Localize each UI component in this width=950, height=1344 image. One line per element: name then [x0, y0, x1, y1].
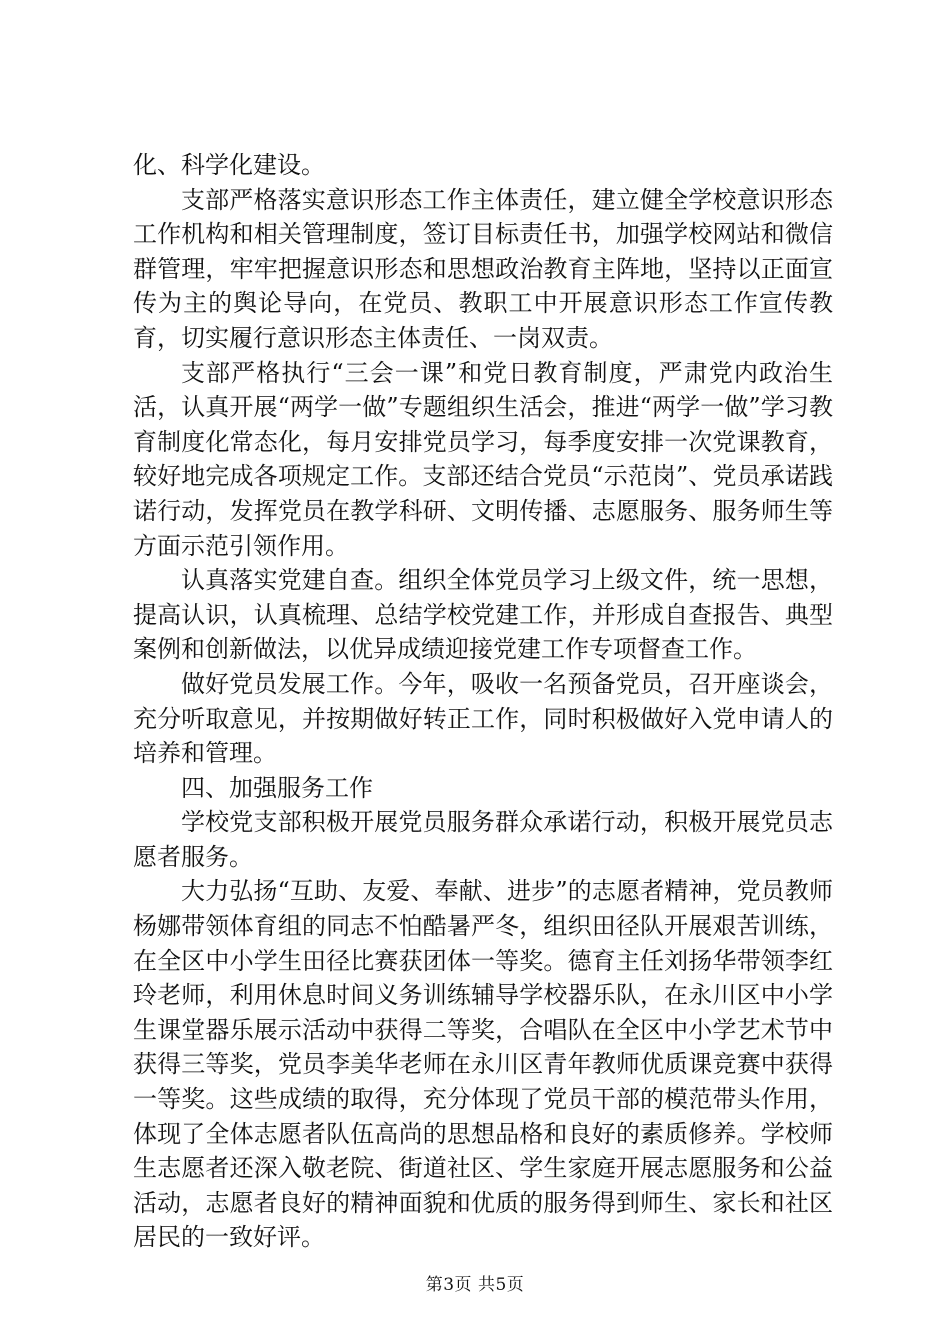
paragraph-self-inspection: 认真落实党建自查。组织全体党员学习上级文件，统一思想，提高认识，认真梳理、总结学校党建工作，并形成自查报告、典型案例和创新做法，以优异成绩迎接党建工作专项督查工作。 — [133, 566, 833, 664]
paragraph-service-commitment: 学校党支部积极开展党员服务群众承诺行动，积极开展党员志愿者服务。 — [133, 808, 833, 871]
page-footer — [0, 1270, 950, 1295]
paragraph-continuation: 化、科学化建设。 — [133, 151, 325, 179]
paragraph-member-development: 做好党员发展工作。今年，吸收一名预备党员，召开座谈会，充分听取意见，并按期做好转正工作，同时积极做好入党申请人的培养和管理。 — [133, 669, 833, 768]
page-number: 第3页 共5页 — [425, 1275, 525, 1295]
paragraph-party-life: 支部严格执行“三会一课”和党日教育制度，严肃党内政治生活，认真开展“两学一做”专题组织生活会，推进“两学一做”学习教育制度化常态化，每月安排党员学习，每季度安排一次党课教育，较好地完成各项规定工作。支部还结合党员“示范岗”、党员承诺践诺行动，发挥党员在教学科研、文明传播、志愿服务、服务师生等方面示范引领作用。 — [133, 358, 833, 560]
paragraph-ideology-responsibility: 支部严格落实意识形态工作主体责任，建立健全学校意识形态工作机构和相关管理制度，签订目标责任书，加强学校网站和微信群管理，牢牢把握意识形态和思想政治教育主阵地，坚持以正面宣传为主的舆论导向，在党员、教职工中开展意识形态工作宣传教育，切实履行意识形态主体责任、一岗双责。 — [133, 185, 833, 352]
section-heading-service: 四、加强服务工作 — [181, 773, 373, 802]
document-body — [133, 148, 833, 1255]
paragraph-volunteer-spirit: 大力弘扬“互助、友爱、奉献、进步”的志愿者精神，党员教师杨娜带领体育组的同志不怕酷暑严冬，组织田径队开展艰苦训练，在全区中小学生田径比赛获团体一等奖。德育主任刘扬华带领李红玲老师，利用休息时间义务训练辅导学校器乐队，在永川区中小学生课堂器乐展示活动中获得二等奖，合唱队在全区中小学艺术节中获得三等奖，党员李美华老师在永川区青年教师优质课竞赛中获得一等奖。这些成绩的取得，充分体现了党员干部的模范带头作用，体现了全体志愿者队伍高尚的思想品格和良好的素质修养。学校师生志愿者还深入敬老院、街道社区、学生家庭开展志愿服务和公益活动，志愿者良好的精神面貌和优质的服务得到师生、家长和社区居民的一致好评。 — [133, 877, 833, 1252]
